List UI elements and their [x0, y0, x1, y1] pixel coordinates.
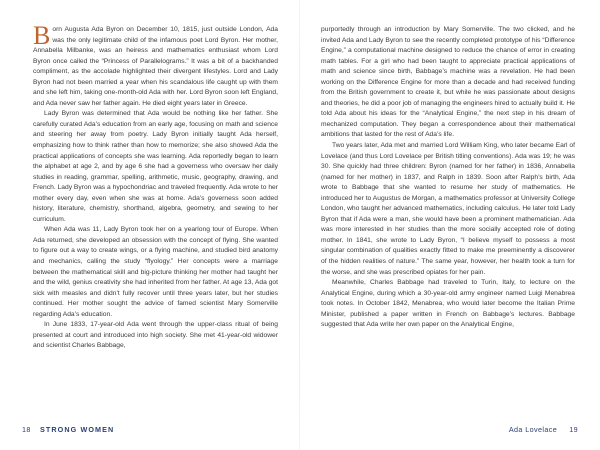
paragraph-4: In June 1833, 17-year-old Ada went through the upper-class ritual of being presented at court and introduced into high society. She met 41-year-old widower and scientist Charles Babbage, [33, 321, 278, 350]
drop-cap: B [33, 21, 51, 50]
page-number-left: 18 [22, 425, 31, 434]
running-head-chapter: Ada Lovelace [508, 425, 558, 434]
right-footer [509, 425, 578, 434]
paragraph-1-text: orn Augusta Ada Byron on December 10, 1815, just outside London, Ada was the only legitimate child of the infamous poet Lord Byron. Her mother, Annabella Milbanke, was an heiress and mathematics enthusiast whom Lord Byron once called the “Princess of Parallelograms.” It was a bit of a backhanded compliment, as the accolade highlighted their divergent lifestyles. Lord and Lady Byron had not been married a year when his scandalous life caught up with them and she left him, taking one-month-old Ada with her. Lord Byron soon left England, and Ada never saw her father again. He died eight years later in Greece. [33, 26, 278, 107]
paragraph-7: Meanwhile, Charles Babbage had traveled to Turin, Italy, to lecture on the Analytical Engine, during which a 30-year-old army engineer named Luigi Menabrea took notes. In October 1842, Menabrea, who would later become the Italian Prime Minister, published a paper written in French on Babbage’s lectures. Babbage suggested that Ada write her own paper on the Analytical Engine, [321, 279, 575, 329]
paragraph-2: Lady Byron was determined that Ada would be nothing like her father. She carefully curated Ada’s education from an early age, focusing on math and science and steering her away from poetry. Lady Byron initially taught Ada herself, emphasizing how to think rather than how to memorize; she also showed Ada the practical applications of concepts she was learning. Ada reportedly began to learn the alphabet at age 2, and by age 6 she had a governess who oversaw her daily studies in reading, grammar, spelling, arithmetic, music, geography, drawing, and French. Lady Byron was a hypochondriac and traveled frequently. Ada wrote to her mother every day, even when she was at home. Ada’s governess soon added history, literature, chemistry, shorthand, algebra, geometry, and sewing to her curriculum. [33, 110, 278, 223]
paragraph-3: When Ada was 11, Lady Byron took her on a yearlong tour of Europe. When Ada returned, she developed an obsession with the concept of flying. She wanted to figure out a way to create wings, or a flying machine, and studied bird anatomy and mechanics, calling the study “flyology.” Her concepts were a marriage between the mathematical skill and big-picture thinking her mother had taught her and the wild, genius creativity she had inherited from her father. At age 13, Ada got sick with measles and didn’t fully recover until three years later, but her studies continued. Her mother sought the advice of famed scientist Mary Somerville regarding Ada’s education. [33, 226, 278, 318]
left-footer [22, 425, 114, 434]
paragraph-5: purportedly through an introduction by Mary Somerville. The two clicked, and he invited Ada and Lady Byron to see the recently completed prototype of his “Difference Engine,” a computational machine designed to reduce the chance of error in creating math tables. For a girl who had been taught to appreciate practical applications of math and science since birth, Babbage’s machine was a revelation. He had been working on the Difference Engine for more than a decade and had received funding from the British government to create it, but while he was passionate about designs and theories, he did a poor job of managing the engineers hired to actually build it. He told Ada about his ideas for the “Analytical Engine,” the next step in his dream of mechanized computation. They began a correspondence about their mathematical ambitions that lasted for the rest of Ada’s life. [321, 26, 575, 139]
page-number-right: 19 [569, 425, 578, 434]
right-text-column [321, 25, 575, 331]
right-page [300, 0, 600, 450]
left-text-column [33, 21, 278, 352]
paragraph-6: Two years later, Ada met and married Lord William King, who later became Earl of Lovelace (and thus Lord Lovelace per British titling conventions). Ada was 19; he was 30. She quickly had three children: Byron (named for her father) in 1836, Annabella (named for her mother) in 1837, and Ralph in 1839. Soon after Ralph’s birth, Ada wrote to Babbage that she wanted to resume her study of mathematics. He introduced her to Augustus de Morgan, a mathematics professor at University College London, who taught her advanced mathematics, including calculus. He later told Lady Byron that if Ada were a man, she would have been a prominent mathematician. Ada was more interested in her studies than the more socially accepted role of doting mother. In 1841, she wrote to Lady Byron, “I believe myself to possess a most singular combination of qualities exactly fitted to make me preeminently a discoverer of the hidden realities of nature.” The same year, however, her health took a turn for the worse, and she was prescribed opiates for her pain. [321, 142, 575, 276]
running-head-book: STRONG WOMEN [40, 425, 115, 434]
paragraph-1 [33, 21, 278, 109]
